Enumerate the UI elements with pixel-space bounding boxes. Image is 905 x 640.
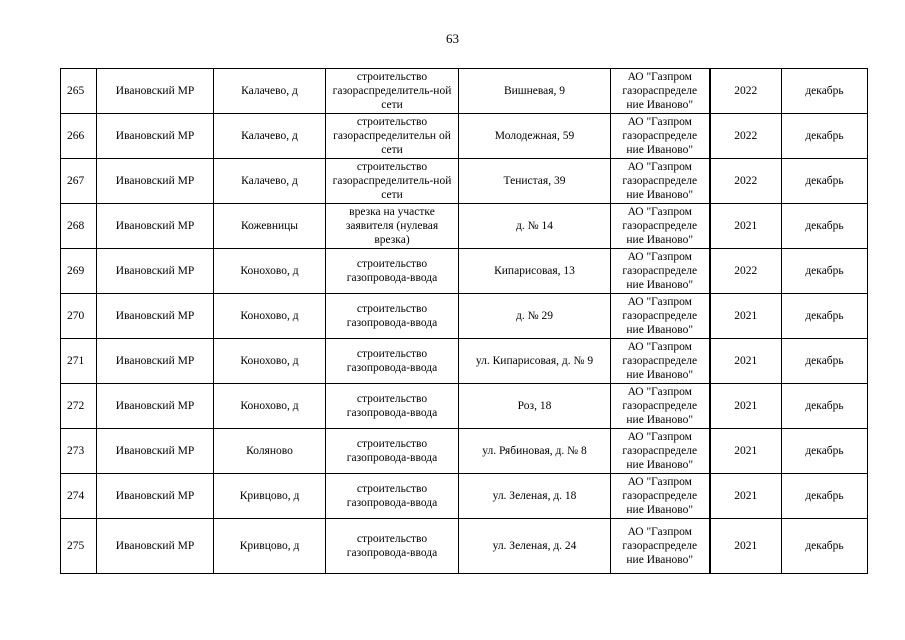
work-type-cell: строительство газопровода-ввода [326, 474, 459, 519]
locality-cell: Конохово, д [214, 339, 326, 384]
organization-cell: АО "Газпром газораспределе ние Иваново" [611, 519, 710, 574]
year-cell: 2022 [710, 69, 782, 114]
locality-cell: Кривцово, д [214, 474, 326, 519]
month-cell: декабрь [782, 429, 868, 474]
row-number: 267 [61, 159, 97, 204]
month-cell: декабрь [782, 384, 868, 429]
district-cell: Ивановский МР [97, 69, 214, 114]
row-number: 270 [61, 294, 97, 339]
year-cell: 2021 [710, 429, 782, 474]
district-cell: Ивановский МР [97, 384, 214, 429]
address-cell: Кипарисовая, 13 [459, 249, 611, 294]
organization-cell: АО "Газпром газораспределе ние Иваново" [611, 339, 710, 384]
row-number: 272 [61, 384, 97, 429]
year-cell: 2021 [710, 384, 782, 429]
page-number: 63 [446, 31, 459, 46]
year-cell: 2021 [710, 339, 782, 384]
locality-cell: Кожевницы [214, 204, 326, 249]
work-type-cell: строительство газопровода-ввода [326, 429, 459, 474]
year-cell: 2022 [710, 114, 782, 159]
address-cell: ул. Зеленая, д. 24 [459, 519, 611, 574]
table-row [61, 474, 868, 519]
district-cell: Ивановский МР [97, 249, 214, 294]
locality-cell: Кривцово, д [214, 519, 326, 574]
month-cell: декабрь [782, 474, 868, 519]
table-row [61, 204, 868, 249]
table-row [61, 69, 868, 114]
table-row [61, 339, 868, 384]
month-cell: декабрь [782, 339, 868, 384]
district-cell: Ивановский МР [97, 114, 214, 159]
organization-cell: АО "Газпром газораспределе ние Иваново" [611, 474, 710, 519]
district-cell: Ивановский МР [97, 339, 214, 384]
address-cell: д. № 29 [459, 294, 611, 339]
work-type-cell: строительство газопровода-ввода [326, 384, 459, 429]
row-number: 266 [61, 114, 97, 159]
work-type-cell: строительство газопровода-ввода [326, 294, 459, 339]
row-number: 265 [61, 69, 97, 114]
locality-cell: Коляново [214, 429, 326, 474]
row-number: 268 [61, 204, 97, 249]
row-number: 271 [61, 339, 97, 384]
locality-cell: Конохово, д [214, 249, 326, 294]
organization-cell: АО "Газпром газораспределе ние Иваново" [611, 249, 710, 294]
locality-cell: Калачево, д [214, 69, 326, 114]
table-row [61, 519, 868, 574]
year-cell: 2022 [710, 159, 782, 204]
address-cell: д. № 14 [459, 204, 611, 249]
organization-cell: АО "Газпром газораспределе ние Иваново" [611, 429, 710, 474]
work-type-cell: строительство газораспределитель-ной сети [326, 159, 459, 204]
locality-cell: Конохово, д [214, 384, 326, 429]
district-cell: Ивановский МР [97, 294, 214, 339]
locality-cell: Калачево, д [214, 114, 326, 159]
month-cell: декабрь [782, 519, 868, 574]
row-number: 269 [61, 249, 97, 294]
month-cell: декабрь [782, 249, 868, 294]
table-row [61, 159, 868, 204]
table-row [61, 384, 868, 429]
work-type-cell: врезка на участке заявителя (нулевая врезка) [326, 204, 459, 249]
table-row [61, 429, 868, 474]
organization-cell: АО "Газпром газораспределе ние Иваново" [611, 69, 710, 114]
work-type-cell: строительство газопровода-ввода [326, 339, 459, 384]
district-cell: Ивановский МР [97, 519, 214, 574]
work-type-cell: строительство газопровода-ввода [326, 519, 459, 574]
work-type-cell: строительство газопровода-ввода [326, 249, 459, 294]
district-cell: Ивановский МР [97, 159, 214, 204]
locality-cell: Конохово, д [214, 294, 326, 339]
district-cell: Ивановский МР [97, 429, 214, 474]
address-cell: Молодежная, 59 [459, 114, 611, 159]
address-cell: Тенистая, 39 [459, 159, 611, 204]
table-row [61, 114, 868, 159]
district-cell: Ивановский МР [97, 474, 214, 519]
month-cell: декабрь [782, 69, 868, 114]
organization-cell: АО "Газпром газораспределе ние Иваново" [611, 384, 710, 429]
organization-cell: АО "Газпром газораспределе ние Иваново" [611, 204, 710, 249]
month-cell: декабрь [782, 159, 868, 204]
row-number: 274 [61, 474, 97, 519]
month-cell: декабрь [782, 114, 868, 159]
table-row [61, 294, 868, 339]
year-cell: 2022 [710, 249, 782, 294]
work-type-cell: строительство газораспределитель-ной сети [326, 69, 459, 114]
month-cell: декабрь [782, 294, 868, 339]
table-row [61, 249, 868, 294]
organization-cell: АО "Газпром газораспределе ние Иваново" [611, 114, 710, 159]
work-type-cell: строительство газораспределительн ой сети [326, 114, 459, 159]
address-cell: ул. Кипарисовая, д. № 9 [459, 339, 611, 384]
year-cell: 2021 [710, 519, 782, 574]
district-cell: Ивановский МР [97, 204, 214, 249]
year-cell: 2021 [710, 474, 782, 519]
year-cell: 2021 [710, 294, 782, 339]
locality-cell: Калачево, д [214, 159, 326, 204]
row-number: 275 [61, 519, 97, 574]
address-cell: ул. Зеленая, д. 18 [459, 474, 611, 519]
row-number: 273 [61, 429, 97, 474]
address-cell: ул. Рябиновая, д. № 8 [459, 429, 611, 474]
organization-cell: АО "Газпром газораспределе ние Иваново" [611, 294, 710, 339]
month-cell: декабрь [782, 204, 868, 249]
year-cell: 2021 [710, 204, 782, 249]
organization-cell: АО "Газпром газораспределе ние Иваново" [611, 159, 710, 204]
table-body [61, 69, 868, 574]
address-cell: Роз, 18 [459, 384, 611, 429]
gasification-table [60, 68, 868, 574]
address-cell: Вишневая, 9 [459, 69, 611, 114]
